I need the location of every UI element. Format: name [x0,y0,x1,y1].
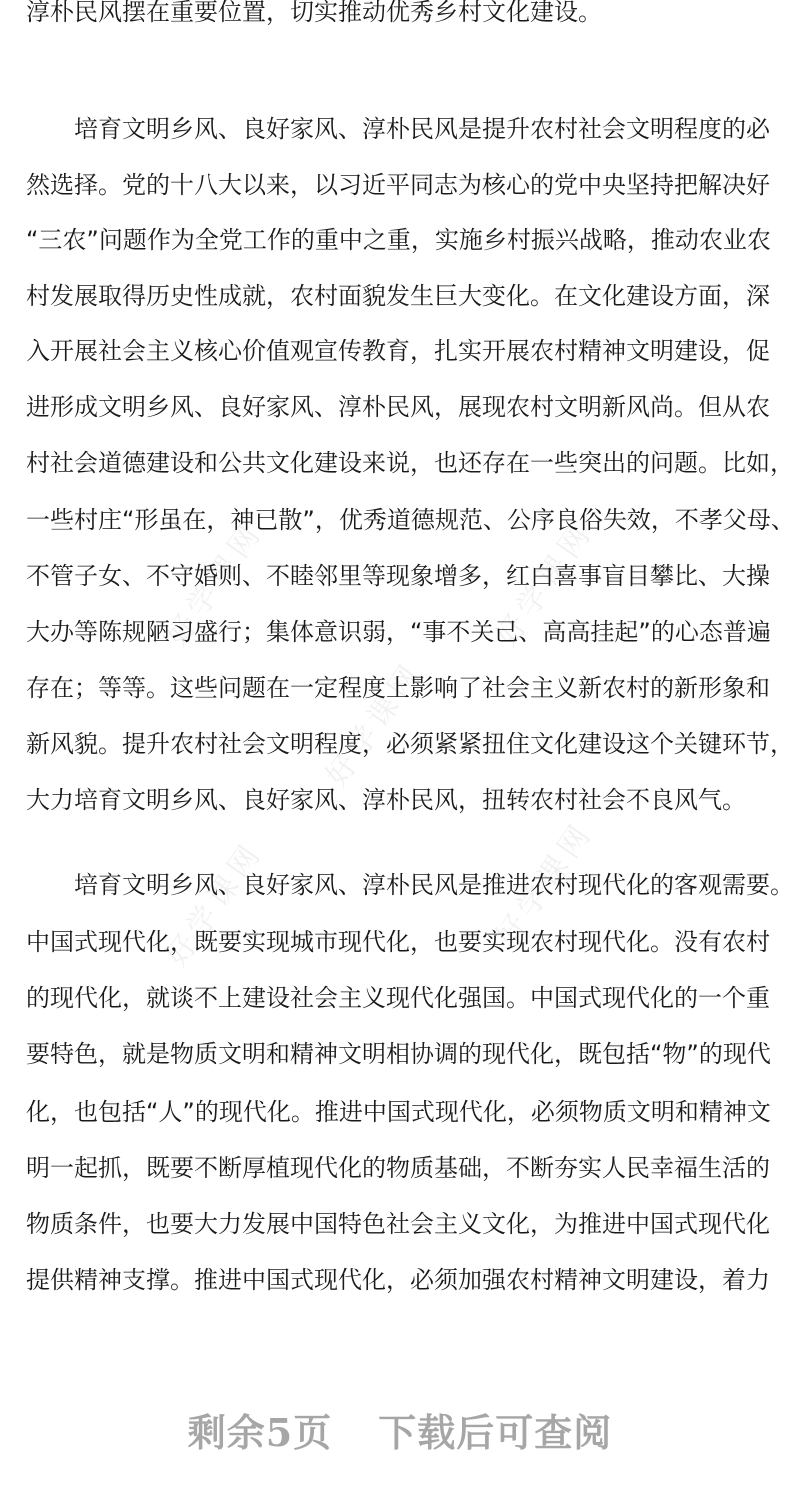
watermark-text: 好学课网 [489,514,601,654]
paragraph-line: “三农”问题作为全党工作的重中之重，实施乡村振兴战略，推动农业农 [26,226,771,254]
watermark-text: 好学课网 [319,654,431,794]
remaining-pages-label: 剩余5页 [187,1410,333,1455]
paragraph-first-line: 培育文明乡风、良好家风、淳朴民风是推进农村现代化的客观需要。 [74,871,794,899]
paragraph-line: 新风貌。提升农村社会文明程度，必须紧紧扭住文化建设这个关键环节， [26,730,794,758]
paragraph-line: 存在；等等。这些问题在一定程度上影响了社会主义新农村的新形象和 [26,674,770,702]
watermark-text: 好学课网 [159,834,271,974]
paragraph-line: 明一起抓，既要不断厚植现代化的物质基础，不断夯实人民幸福生活的 [26,1154,770,1182]
remaining-pages-banner[interactable] [0,1402,800,1457]
download-to-view-label[interactable]: 下载后可查阅 [378,1410,613,1455]
paragraph-line: 然选择。党的十八大以来，以习近平同志为核心的党中央坚持把解决好 [26,171,770,199]
paragraph-line: 入开展社会主义核心价值观宣传教育，扎实开展农村精神文明建设，促 [26,337,770,365]
paragraph-first-line: 培育文明乡风、良好家风、淳朴民风是提升农村社会文明程度的必 [74,115,770,143]
paragraph-line: 中国式现代化，既要实现城市现代化，也要实现农村现代化。没有农村 [26,928,770,956]
watermark-text: 好学课网 [489,814,601,954]
paragraph-line: 一些村庄“形虽在，神已散”，优秀道德规范、公序良俗失效，不孝父母、 [26,506,795,534]
paragraph-line: 化，也包括“人”的现代化。推进中国式现代化，必须物质文明和精神文 [26,1098,771,1126]
watermark-text: 好学课网 [159,514,271,654]
paragraph-line: 物质条件，也要大力发展中国特色社会主义文化，为推进中国式现代化 [26,1210,770,1238]
paragraph-line: 进形成文明乡风、良好家风、淳朴民风，展现农村文明新风尚。但从农 [26,393,770,421]
paragraph-line: 不管子女、不守婚则、不睦邻里等现象增多，红白喜事盲目攀比、大操 [26,562,770,590]
paragraph-line: 村社会道德建设和公共文化建设来说，也还存在一些突出的问题。比如， [26,449,794,477]
paragraph-line: 大力培育文明乡风、良好家风、淳朴民风，扭转农村社会不良风气。 [26,786,746,814]
paragraph-line: 要特色，就是物质文明和精神文明相协调的现代化，既包括“物”的现代 [26,1040,771,1068]
paragraph-line: 淳朴民风摆在重要位置，切实推动优秀乡村文化建设。 [26,0,602,26]
paragraph-line: 提供精神支撑。推进中国式现代化，必须加强农村精神文明建设，着力 [26,1266,770,1294]
paragraph-line: 大办等陈规陋习盛行；集体意识弱，“事不关己、高高挂起”的心态普遍 [26,618,771,646]
paragraph-line: 的现代化，就谈不上建设社会主义现代化强国。中国式现代化的一个重 [26,984,770,1012]
paragraph-line: 村发展取得历史性成就，农村面貌发生巨大变化。在文化建设方面，深 [26,282,770,310]
